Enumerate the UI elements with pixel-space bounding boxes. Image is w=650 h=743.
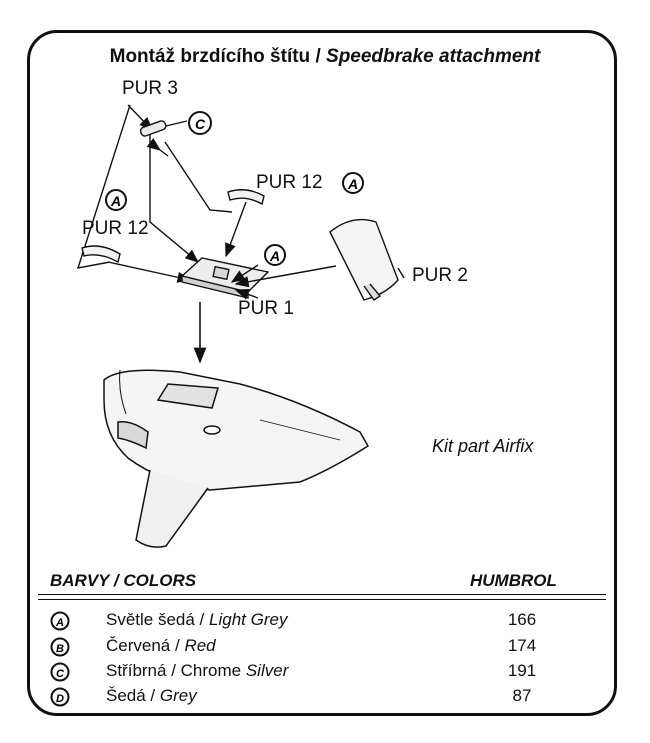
humbrol-number: 174 xyxy=(507,636,537,655)
header-rule xyxy=(38,594,606,595)
svg-text:A: A xyxy=(110,193,122,209)
color-name: Světle šedá / Light Grey xyxy=(106,610,288,629)
humbrol-number: 87 xyxy=(512,686,532,705)
color-row xyxy=(50,686,570,710)
badge-d-icon xyxy=(50,687,70,707)
svg-text:B: B xyxy=(56,643,64,655)
label-pur12-left: PUR 12 xyxy=(82,218,149,239)
badge-b-icon xyxy=(50,637,70,657)
title-english: Speedbrake attachment xyxy=(326,46,541,67)
title-czech: Montáž brzdícího štítu / xyxy=(109,46,321,67)
kit-part-label: Kit part Airfix xyxy=(432,436,534,456)
header-rule-thin xyxy=(38,599,606,600)
svg-text:D: D xyxy=(56,693,64,705)
colors-header-left: BARVY / COLORS xyxy=(50,571,197,590)
pur3-part xyxy=(139,120,187,137)
color-name: Červená / Red xyxy=(106,636,216,655)
svg-text:C: C xyxy=(56,668,64,680)
humbrol-number: 166 xyxy=(507,610,537,629)
pur2-speedbrake xyxy=(236,220,404,300)
label-pur2: PUR 2 xyxy=(412,265,468,286)
badge-a-left xyxy=(106,190,126,210)
label-pur1: PUR 1 xyxy=(238,298,294,319)
label-pur3: PUR 3 xyxy=(122,78,178,99)
pur12-left-part xyxy=(82,246,190,280)
color-name: Stříbrná / Chrome Silver xyxy=(106,661,289,680)
color-row xyxy=(50,610,570,634)
pur12-top-part xyxy=(226,190,264,256)
svg-text:A: A xyxy=(347,176,359,192)
label-pur12-top: PUR 12 xyxy=(256,172,323,193)
badge-c-icon xyxy=(50,662,70,682)
color-row xyxy=(50,636,570,660)
badge-c-pin xyxy=(189,112,211,134)
pur1-plate xyxy=(182,258,268,298)
colors-header-right: HUMBROL xyxy=(470,571,557,590)
humbrol-number: 191 xyxy=(507,661,537,680)
color-row xyxy=(50,661,570,685)
badge-a-icon xyxy=(50,611,70,631)
colors-header xyxy=(50,571,590,595)
svg-text:C: C xyxy=(194,116,206,132)
color-name: Šedá / Grey xyxy=(106,686,197,705)
badge-a-upper xyxy=(343,173,363,193)
svg-text:A: A xyxy=(269,248,281,264)
badge-a-plate xyxy=(265,245,285,265)
kit-fuselage xyxy=(104,370,368,547)
svg-text:A: A xyxy=(56,617,64,629)
